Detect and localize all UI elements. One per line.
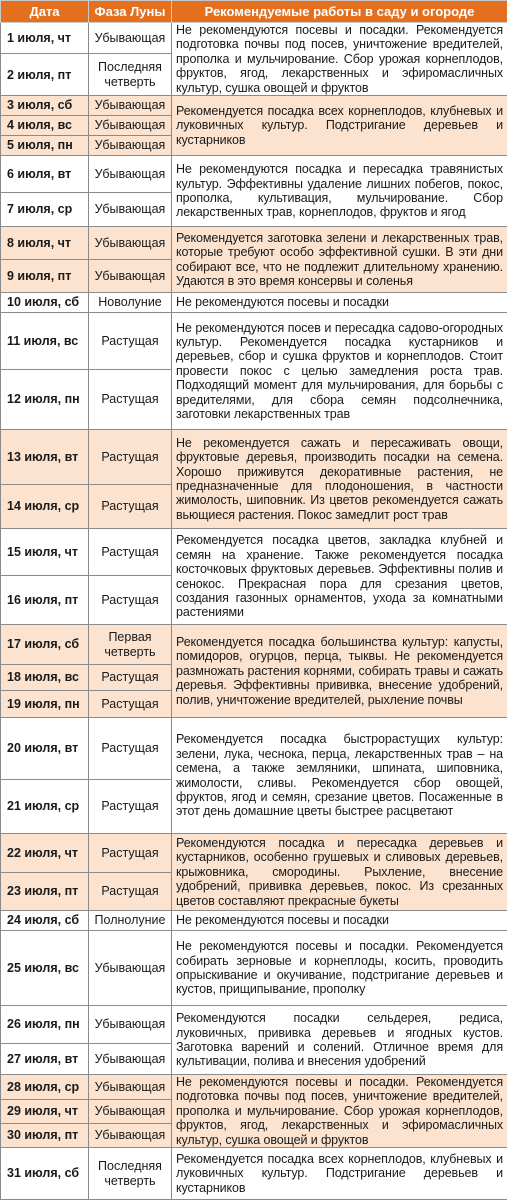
row-date: 23 июля, пт xyxy=(1,873,89,911)
table-row xyxy=(1,1006,507,1044)
row-date: 4 июля, вс xyxy=(1,116,89,136)
row-recommendation: Не рекомендуются посадка и пересадка травянистых культур. Эффективны удаление лишних побегов, покос, прополка, культивация, мульчирование. Сбор лекарственных трав, корнеплодов, фруктов и ягод xyxy=(172,156,507,227)
row-phase: Первая четверть xyxy=(89,625,172,665)
table-row xyxy=(1,227,507,260)
row-date: 17 июля, сб xyxy=(1,625,89,665)
row-date: 24 июля, сб xyxy=(1,911,89,931)
row-recommendation: Не рекомендуются посев и пересадка садово-огородных культур. Рекомендуется посадка кустарников и деревьев, сбор и сушка фруктов и корнеплодов. Стоит провести покос с целью замедления роста трав. Подходящий момент для мульчирования, для борьбы с вредителями, для сбора семян подсолнечника, заготовки лекарственных трав xyxy=(172,313,507,430)
row-phase: Убывающая xyxy=(89,23,172,54)
row-date: 29 июля, чт xyxy=(1,1100,89,1124)
table-row xyxy=(1,911,507,931)
row-recommendation: Не рекомендуется сажать и пересаживать овощи, фруктовые деревья, производить посадки на семена. Хорошо приживутся декоративные растения, не предназначенные для плодоношения, в частности жимолость, шиповник. Из цветов рекомендуется сажать вьющиеся растения. Покос замедлит рост трав xyxy=(172,430,507,529)
row-phase: Убывающая xyxy=(89,116,172,136)
row-date: 28 июля, ср xyxy=(1,1075,89,1100)
row-date: 31 июля, сб xyxy=(1,1148,89,1200)
row-date: 15 июля, чт xyxy=(1,529,89,576)
row-phase: Растущая xyxy=(89,780,172,834)
row-recommendation: Рекомендуется посадка цветов, закладка клубней и семян на хранение. Также рекомендуется посадка косточковых фруктовых деревьев. Эффективны полив и сенокос. Прекрасная пора для срезания цветов, создания газонных орнаментов, ухода за комнатными растениями xyxy=(172,529,507,625)
row-phase: Убывающая xyxy=(89,1075,172,1100)
row-phase: Растущая xyxy=(89,718,172,780)
row-date: 3 июля, сб xyxy=(1,96,89,116)
row-phase: Убывающая xyxy=(89,156,172,193)
row-date: 20 июля, вт xyxy=(1,718,89,780)
row-phase: Убывающая xyxy=(89,96,172,116)
row-date: 10 июля, сб xyxy=(1,293,89,313)
row-phase: Растущая xyxy=(89,313,172,370)
row-recommendation: Не рекомендуются посевы и посадки xyxy=(172,293,507,313)
row-phase: Убывающая xyxy=(89,931,172,1006)
row-date: 5 июля, пн xyxy=(1,136,89,156)
row-date: 18 июля, вс xyxy=(1,665,89,691)
row-phase: Растущая xyxy=(89,873,172,911)
row-recommendation: Рекомендуется посадка всех корнеплодов, клубневых и луковичных культур. Подстригание деревьев и кустарников xyxy=(172,1148,507,1200)
row-phase: Убывающая xyxy=(89,1006,172,1044)
row-phase: Растущая xyxy=(89,834,172,873)
row-date: 25 июля, вс xyxy=(1,931,89,1006)
table-row xyxy=(1,430,507,485)
row-date: 14 июля, ср xyxy=(1,485,89,529)
table-row xyxy=(1,1075,507,1100)
row-phase: Растущая xyxy=(89,430,172,485)
row-phase: Последняя четверть xyxy=(89,54,172,96)
row-phase: Полнолуние xyxy=(89,911,172,931)
row-phase: Растущая xyxy=(89,691,172,718)
row-recommendation: Не рекомендуются посевы и посадки. Рекомендуется собирать зерновые и корнеплоды, косить, проводить опрыскивание и окучивание, подстригание деревьев и кустов, прищипывание, прополку xyxy=(172,931,507,1006)
row-recommendation: Не рекомендуются посевы и посадки. Рекомендуется подготовка почвы под посев, уничтожение вредителей, прополка и мульчирование. Сбор урожая корнеплодов, фруктов, ягод, лекарственных и эфиромасличных культур, сушка овощей и фруктов xyxy=(172,1075,507,1148)
row-date: 6 июля, вт xyxy=(1,156,89,193)
table-row xyxy=(1,313,507,370)
table-row xyxy=(1,529,507,576)
row-phase: Последняя четверть xyxy=(89,1148,172,1200)
row-recommendation: Не рекомендуются посевы и посадки. Рекомендуется подготовка почвы под посев, уничтожение вредителей, прополка и мульчирование. Сбор урожая корнеплодов, фруктов, ягод, лекарственных и эфиромасличных культур, сушка овощей и фруктов xyxy=(172,23,507,96)
table-row xyxy=(1,96,507,116)
table-row xyxy=(1,931,507,1006)
row-date: 11 июля, вс xyxy=(1,313,89,370)
row-date: 27 июля, вт xyxy=(1,1044,89,1075)
row-phase: Убывающая xyxy=(89,260,172,293)
row-phase: Растущая xyxy=(89,576,172,625)
table-row xyxy=(1,23,507,54)
row-recommendation: Рекомендуются посадка и пересадка деревьев и кустарников, особенно грушевых и сливовых деревьев, крыжовника, смородины. Рыхление, внесение удобрений, прививка деревьев, покос. Из срезанных цветов составляют прекрасные букеты xyxy=(172,834,507,911)
row-date: 13 июля, вт xyxy=(1,430,89,485)
header-recommendations: Рекомендуемые работы в саду и огороде xyxy=(172,1,507,23)
row-date: 12 июля, пн xyxy=(1,370,89,430)
row-phase: Убывающая xyxy=(89,193,172,227)
row-phase: Растущая xyxy=(89,485,172,529)
table-row xyxy=(1,625,507,665)
row-date: 1 июля, чт xyxy=(1,23,89,54)
row-phase: Убывающая xyxy=(89,1100,172,1124)
row-date: 19 июля, пн xyxy=(1,691,89,718)
row-date: 30 июля, пт xyxy=(1,1124,89,1148)
row-recommendation: Рекомендуются посадки сельдерея, редиса, луковичных, прививка деревьев и ягодных кустов. Заготовка варений и солений. Отличное время для культивации, полива и внесения удобрений xyxy=(172,1006,507,1075)
row-recommendation: Рекомендуется посадка большинства культур: капусты, помидоров, огурцов, перца, тыквы. Не рекомендуется размножать растения корнями, собирать травы и сажать деревья. Эффективны прививка, внесение удобрений, полив, уничтожение вредителей, рыхление почвы xyxy=(172,625,507,718)
table-row xyxy=(1,718,507,780)
table-row xyxy=(1,1148,507,1200)
row-date: 2 июля, пт xyxy=(1,54,89,96)
row-phase: Новолуние xyxy=(89,293,172,313)
row-date: 7 июля, ср xyxy=(1,193,89,227)
row-phase: Растущая xyxy=(89,370,172,430)
row-date: 8 июля, чт xyxy=(1,227,89,260)
table-header-row xyxy=(1,1,507,23)
row-phase: Убывающая xyxy=(89,136,172,156)
header-date: Дата xyxy=(1,1,89,23)
row-phase: Убывающая xyxy=(89,1124,172,1148)
row-phase: Растущая xyxy=(89,529,172,576)
row-phase: Растущая xyxy=(89,665,172,691)
table-row xyxy=(1,834,507,873)
row-recommendation: Не рекомендуются посевы и посадки xyxy=(172,911,507,931)
row-recommendation: Рекомендуется посадка быстрорастущих культур: зелени, лука, чеснока, перца, лекарственных трав – на семена, а также земляники, шпината, шиповника, жимолости, сливы. Рекомендуется сбор овощей, фруктов, ягод и семян, срезание цветов. Посаженные в этот день домашние цветы быстрее расцветают xyxy=(172,718,507,834)
table-row xyxy=(1,293,507,313)
row-phase: Убывающая xyxy=(89,1044,172,1075)
row-phase: Убывающая xyxy=(89,227,172,260)
table-row xyxy=(1,156,507,193)
row-recommendation: Рекомендуется посадка всех корнеплодов, клубневых и луковичных культур. Подстригание деревьев и кустарников xyxy=(172,96,507,156)
row-date: 9 июля, пт xyxy=(1,260,89,293)
header-phase: Фаза Луны xyxy=(89,1,172,23)
row-date: 26 июля, пн xyxy=(1,1006,89,1044)
row-recommendation: Рекомендуется заготовка зелени и лекарственных трав, которые требуют особо эффективной сушки. В эти дни собирают все, что не подлежит длительному хранению. Удаются в это время консервы и соленья xyxy=(172,227,507,293)
row-date: 21 июля, ср xyxy=(1,780,89,834)
row-date: 22 июля, чт xyxy=(1,834,89,873)
row-date: 16 июля, пт xyxy=(1,576,89,625)
